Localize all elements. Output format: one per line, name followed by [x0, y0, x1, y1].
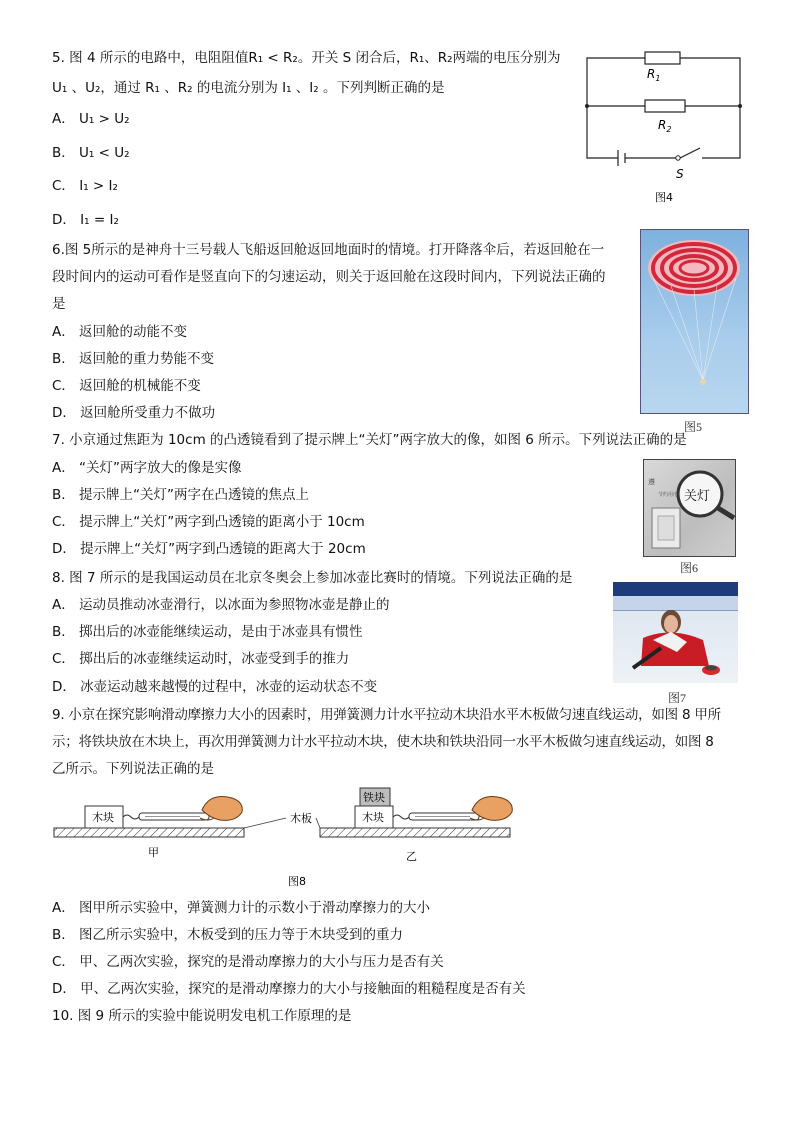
figure-4-caption: 图4 — [655, 191, 673, 204]
q9-option-c: C． 甲、乙两次实验，探究的是滑动摩擦力的大小与压力是否有关 — [52, 954, 444, 970]
q6-stem-line3: 是 — [52, 296, 66, 312]
yi-label: 乙 — [406, 850, 417, 863]
q9-stem-line3: 乙所示。下列说法正确的是 — [52, 761, 214, 777]
switch-label: S — [676, 167, 684, 181]
q5-option-b: B． U₁ < U₂ — [52, 145, 130, 161]
r1-label: $R_1$ — [647, 67, 661, 83]
setup-yi — [320, 788, 512, 837]
figure-7-caption: 图7 — [668, 691, 687, 705]
block-label-jia: 木块 — [92, 811, 114, 824]
q6-option-d: D． 返回舱所受重力不做功 — [52, 405, 216, 421]
q9-option-b: B． 图乙所示实验中，木板受到的压力等于木块受到的重力 — [52, 927, 404, 943]
q8-option-c: C． 掷出后的冰壶继续运动时，冰壶受到手的推力 — [52, 651, 350, 667]
q5-option-c: C． I₁ > I₂ — [52, 178, 118, 194]
svg-text:节约用电: 节约用电 — [658, 492, 679, 498]
q7-option-a: A． “关灯”两字放大的像是实像 — [52, 460, 242, 476]
parachute-photo — [640, 229, 749, 414]
q8-option-d: D． 冰壶运动越来越慢的过程中，冰壶的运动状态不变 — [52, 679, 378, 695]
q6-option-c: C． 返回舱的机械能不变 — [52, 378, 201, 394]
q9-option-a: A． 图甲所示实验中，弹簧测力计的示数小于滑动摩擦力的大小 — [52, 900, 431, 916]
jia-label: 甲 — [148, 846, 159, 859]
iron-block-label: 铁块 — [363, 791, 385, 804]
q7-option-c: C． 提示牌上“关灯”两字到凸透镜的距离小于 10cm — [52, 514, 365, 530]
q6-option-a: A． 返回舱的动能不变 — [52, 324, 188, 340]
board-label: 木板 — [290, 812, 312, 825]
circuit-diagram — [578, 42, 748, 212]
figure-8-caption: 图8 — [288, 875, 306, 888]
q6-stem-line1: 6.图 5所示的是神舟十三号载人飞船返回舱返回地面时的情境。打开降落伞后，若返回舱在一 — [52, 242, 605, 258]
q5-stem-line2: U₁ 、U₂，通过 R₁ 、R₂ 的电流分别为 I₁ 、I₂ 。下列判断正确的是 — [52, 80, 445, 96]
q10-stem-line1: 10. 图 9 所示的实验中能说明发电机工作原理的是 — [52, 1008, 352, 1024]
q8-option-b: B． 掷出后的冰壶能继续运动，是由于冰壶具有惯性 — [52, 624, 363, 640]
q6-stem-line2: 段时间内的运动可看作是竖直向下的匀速运动，则关于返回舱在这段时间内，下列说法正确的 — [52, 269, 606, 285]
q7-stem-line1: 7. 小京通过焦距为 10cm 的凸透镜看到了提示牌上“关灯”两字放大的像，如图 6 所示。下列说法正确的是 — [52, 432, 687, 448]
q7-option-b: B． 提示牌上“关灯”两字在凸透镜的焦点上 — [52, 487, 310, 503]
block-label-yi: 木块 — [362, 811, 384, 824]
q8-stem-line1: 8. 图 7 所示的是我国运动员在北京冬奥会上参加冰壶比赛时的情境。下列说法正确的是 — [52, 570, 573, 586]
figure-5-caption: 图5 — [684, 420, 703, 434]
q8-option-a: A． 运动员推动冰壶滑行，以冰面为参照物冰壶是静止的 — [52, 597, 390, 613]
figure-6-caption: 图6 — [680, 561, 699, 575]
q5-stem-line1: 5. 图 4 所示的电路中，电阻阻值R₁ < R₂。开关 S 闭合后，R₁、R₂两端的电压分别为 — [52, 50, 561, 66]
lens-text: 关灯 — [684, 489, 711, 504]
curling-photo — [613, 582, 738, 683]
r2-label: $R_2$ — [658, 118, 672, 134]
q9-stem-line1: 9. 小京在探究影响滑动摩擦力大小的因素时，用弹簧测力计水平拉动木块沿水平木板做匀速直线运动，如图 8 甲所 — [52, 707, 721, 723]
svg-text:遵: 遵 — [648, 478, 655, 486]
q5-option-d: D． I₁ = I₂ — [52, 212, 119, 228]
q9-option-d: D． 甲、乙两次实验，探究的是滑动摩擦力的大小与接触面的粗糙程度是否有关 — [52, 981, 526, 997]
setup-jia — [54, 797, 244, 838]
q7-option-d: D． 提示牌上“关灯”两字到凸透镜的距离大于 20cm — [52, 541, 366, 557]
friction-experiment-diagram — [50, 784, 540, 889]
q5-option-a: A． U₁ > U₂ — [52, 111, 130, 127]
magnifier-photo — [643, 459, 736, 557]
q6-option-b: B． 返回舱的重力势能不变 — [52, 351, 215, 367]
q9-stem-line2: 示；将铁块放在木块上，再次用弹簧测力计水平拉动木块，使木块和铁块沿同一水平木板做匀速直线运动，如图 8 — [52, 734, 714, 750]
